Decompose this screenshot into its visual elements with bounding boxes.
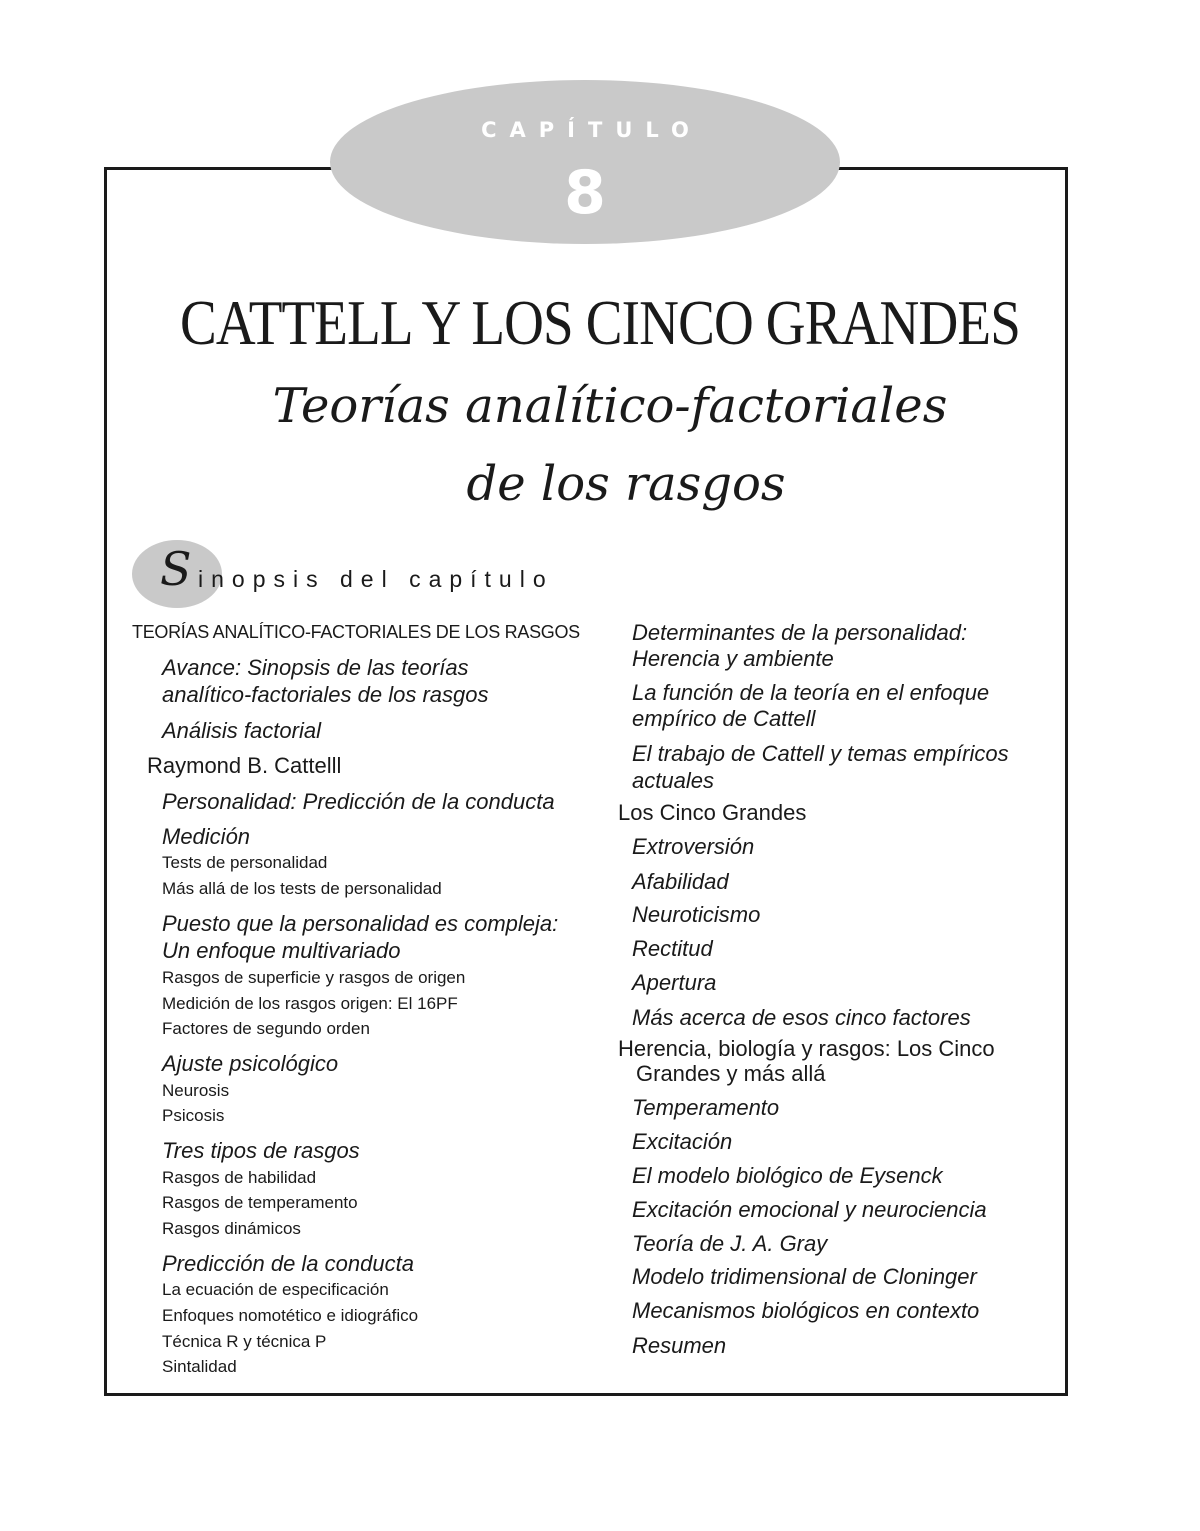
toc-entry: El modelo biológico de Eysenck — [632, 1163, 943, 1188]
toc-entry: Técnica R y técnica P — [162, 1332, 327, 1351]
toc-entry: Apertura — [632, 970, 717, 995]
toc-entry: Análisis factorial — [162, 718, 321, 743]
chapter-subtitle-line1: Teorías analítico-factoriales — [272, 378, 948, 434]
toc-entry: El trabajo de Cattell y temas empíricos — [632, 741, 1009, 766]
toc-entry: analítico-factoriales de los rasgos — [162, 682, 489, 707]
chapter-number: 8 — [564, 158, 606, 228]
toc-entry: Herencia y ambiente — [632, 646, 834, 671]
chapter-subtitle-line2: de los rasgos — [466, 456, 786, 512]
toc-entry: Más allá de los tests de personalidad — [162, 879, 442, 898]
toc-entry: Rectitud — [632, 936, 713, 961]
toc-entry: TEORÍAS ANALÍTICO-FACTORIALES DE LOS RASGOS — [132, 622, 580, 642]
toc-entry: Avance: Sinopsis de las teorías — [162, 655, 469, 680]
toc-entry: Psicosis — [162, 1106, 225, 1125]
toc-entry: La función de la teoría en el enfoque — [632, 680, 990, 705]
toc-entry: Extroversión — [632, 834, 755, 859]
toc-entry: Rasgos de superficie y rasgos de origen — [162, 968, 466, 987]
toc-entry: Puesto que la personalidad es compleja: — [162, 911, 559, 936]
toc-entry: Un enfoque multivariado — [162, 938, 401, 963]
toc-entry: Mecanismos biológicos en contexto — [632, 1298, 980, 1323]
toc-entry: Predicción de la conducta — [162, 1251, 414, 1276]
toc-entry: Enfoques nomotético e idiográfico — [162, 1306, 419, 1325]
synopsis-initial: S — [160, 542, 192, 596]
toc-entry: empírico de Cattell — [632, 706, 816, 731]
toc-entry: actuales — [632, 768, 714, 793]
toc-entry: Más acerca de esos cinco factores — [632, 1005, 971, 1030]
toc-entry: Medición — [162, 824, 251, 849]
chapter-title: CATTELL Y LOS CINCO GRANDES — [180, 287, 1020, 358]
chapter-label: CAPÍTULO — [481, 118, 702, 142]
toc-entry: Tres tipos de rasgos — [162, 1138, 360, 1163]
toc-entry: Rasgos dinámicos — [162, 1219, 301, 1238]
toc-entry: Modelo tridimensional de Cloninger — [632, 1264, 977, 1289]
toc-entry: Neurosis — [162, 1081, 230, 1100]
toc-entry: Sintalidad — [162, 1357, 237, 1376]
toc-entry: Raymond B. Cattelll — [147, 753, 342, 778]
toc-entry: Determinantes de la personalidad: — [632, 620, 968, 645]
toc-entry: Factores de segundo orden — [162, 1019, 370, 1038]
toc-entry: Teoría de J. A. Gray — [632, 1231, 828, 1256]
toc-entry: Resumen — [632, 1333, 727, 1358]
toc-entry: Neuroticismo — [632, 902, 761, 927]
toc-entry: Temperamento — [632, 1095, 780, 1120]
toc-entry: Rasgos de habilidad — [162, 1168, 317, 1187]
toc-entry: Tests de personalidad — [162, 853, 328, 872]
toc-entry: Medición de los rasgos origen: El 16PF — [162, 994, 458, 1013]
synopsis-heading: inopsis del capítulo — [198, 566, 554, 592]
toc-entry: Grandes y más allá — [636, 1061, 826, 1086]
toc-entry: Excitación emocional y neurociencia — [632, 1197, 987, 1222]
toc-entry: La ecuación de especificación — [162, 1280, 389, 1299]
toc-entry: Personalidad: Predicción de la conducta — [162, 789, 555, 814]
toc-entry: Los Cinco Grandes — [618, 800, 807, 825]
toc-entry: Rasgos de temperamento — [162, 1193, 358, 1212]
toc-entry: Afabilidad — [632, 869, 729, 894]
toc-entry: Ajuste psicológico — [162, 1051, 339, 1076]
toc-entry: Herencia, biología y rasgos: Los Cinco — [618, 1036, 995, 1061]
toc-entry: Excitación — [632, 1129, 733, 1154]
